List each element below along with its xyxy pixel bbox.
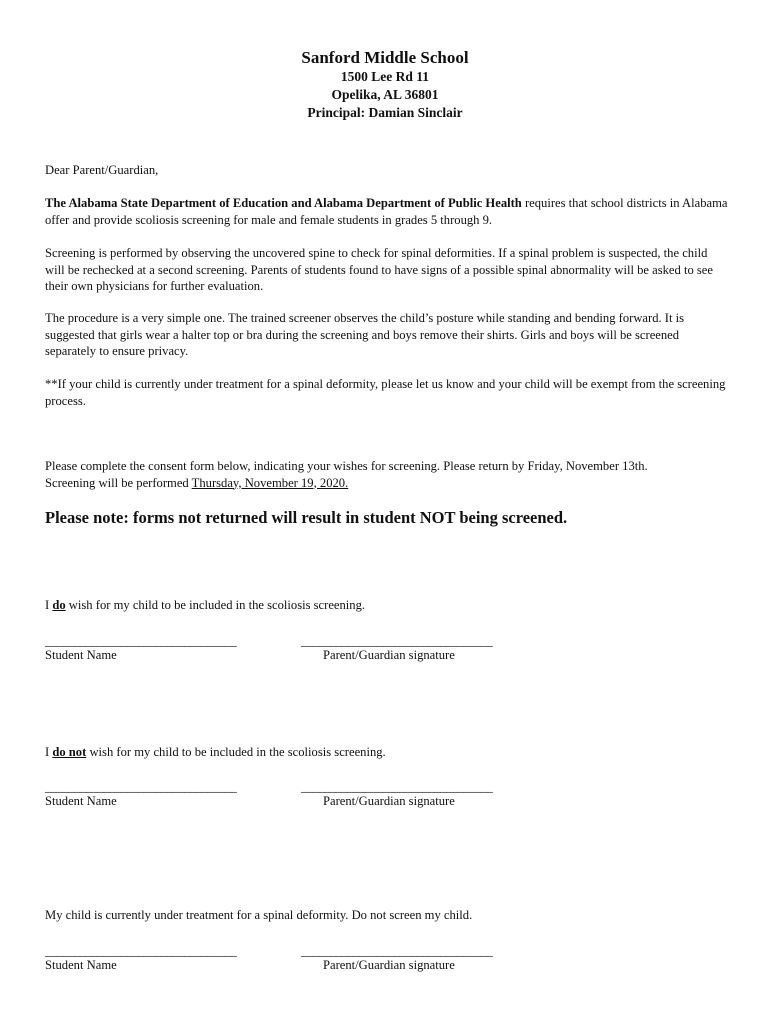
option-emphasis: do not	[52, 745, 87, 759]
requirement-text: requires that school districts in Alabama offer and provide scoliosis screening for male and female students in grades 5 through 9.	[45, 196, 728, 227]
option-emphasis: do	[52, 598, 66, 612]
parent-signature-line[interactable]: _________________________________	[301, 780, 493, 794]
option-text: My child is currently under treatment for a spinal deformity. Do not screen my child.	[45, 908, 473, 922]
paragraph-return-instructions	[45, 458, 730, 491]
principal-name: Principal: Damian Sinclair	[307, 105, 463, 120]
paragraph-exemption: **If your child is currently under treatment for a spinal deformity, please let us know and your child will be exempt from the screening process.	[45, 377, 726, 408]
option-under-treatment	[45, 907, 472, 923]
return-deadline: Please complete the consent form below, indicating your wishes for screening. Please return by Friday, November 13th.	[45, 459, 648, 473]
agency-names: The Alabama State Department of Education and Alabama Department of Public Health	[45, 196, 522, 210]
option-text: wish for my child to be included in the scoliosis screening.	[86, 745, 386, 759]
student-name-label: Student Name	[45, 958, 117, 972]
parent-signature-label: Parent/Guardian signature	[323, 648, 455, 662]
screening-date: Thursday, November 19, 2020.	[191, 475, 349, 490]
parent-signature-line[interactable]: _________________________________	[301, 634, 493, 648]
important-note: Please note: forms not returned will result in student NOT being screened.	[45, 508, 568, 527]
letterhead	[0, 48, 770, 122]
option-prefix: I	[45, 598, 53, 612]
screening-date-prefix: Screening will be performed	[45, 475, 192, 490]
parent-signature-line[interactable]: _________________________________	[301, 944, 493, 958]
student-name-line[interactable]: _________________________________	[45, 780, 237, 794]
option-prefix: I	[45, 745, 53, 759]
option-text: wish for my child to be included in the scoliosis screening.	[65, 598, 366, 612]
option-include	[45, 597, 365, 613]
address-line-2: Opelika, AL 36801	[331, 87, 439, 102]
option-exclude	[45, 744, 386, 760]
paragraph-procedure: The procedure is a very simple one. The trained screener observes the child’s posture while standing and bending forward. It is suggested that girls wear a halter top or bra during the screening and boys remove their shirts. Girls and boys will be screened separately to ensure privacy.	[45, 311, 685, 358]
student-name-label: Student Name	[45, 794, 117, 808]
student-name-line[interactable]: _________________________________	[45, 944, 237, 958]
parent-signature-label: Parent/Guardian signature	[323, 958, 455, 972]
student-name-label: Student Name	[45, 648, 117, 662]
address-line-1: 1500 Lee Rd 11	[340, 69, 430, 84]
school-name: Sanford Middle School	[301, 48, 469, 67]
parent-signature-label: Parent/Guardian signature	[323, 794, 455, 808]
greeting: Dear Parent/Guardian,	[45, 163, 159, 177]
paragraph-screening: Screening is performed by observing the uncovered spine to check for spinal deformities. If a spinal problem is suspected, the child will be rechecked at a second screening. Parents of students found to have signs of a possible spinal abnormality will be asked to see their own physicians for further evaluation.	[45, 246, 713, 293]
student-name-line[interactable]: _________________________________	[45, 634, 237, 648]
paragraph-requirement	[45, 195, 730, 228]
